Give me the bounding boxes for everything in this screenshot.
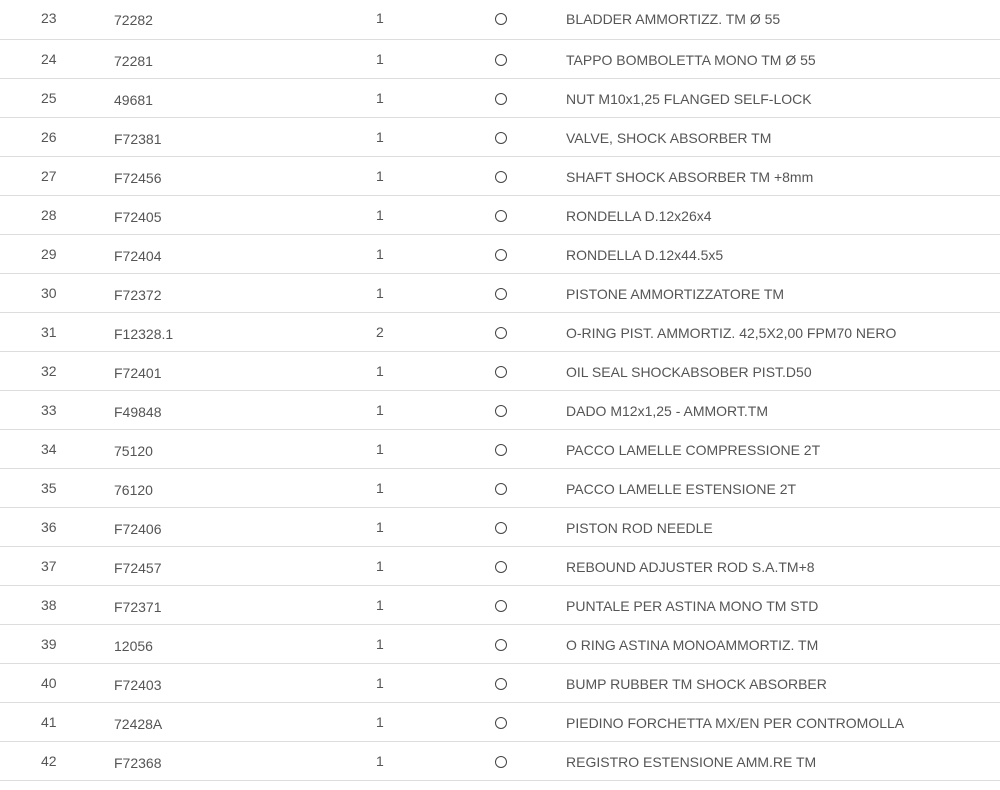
table-row: [0, 391, 1000, 430]
row-number: 36: [41, 519, 57, 535]
part-code: F72404: [114, 248, 162, 264]
part-description: OIL SEAL SHOCKABSOBER PIST.D50: [566, 364, 812, 380]
table-row: [0, 313, 1000, 352]
part-quantity: 1: [376, 753, 384, 769]
part-description: SHAFT SHOCK ABSORBER TM +8mm: [566, 169, 814, 185]
select-radio-icon[interactable]: [495, 444, 507, 456]
part-quantity: 1: [376, 558, 384, 574]
row-number: 27: [41, 168, 57, 184]
row-number: 25: [41, 90, 57, 106]
table-row: [0, 40, 1000, 79]
part-description: NUT M10x1,25 FLANGED SELF-LOCK: [566, 91, 812, 107]
row-number: 28: [41, 207, 57, 223]
select-radio-icon[interactable]: [495, 756, 507, 768]
select-radio-icon[interactable]: [495, 717, 507, 729]
table-row: [0, 703, 1000, 742]
part-description: BLADDER AMMORTIZZ. TM Ø 55: [566, 11, 781, 27]
row-number: 30: [41, 285, 57, 301]
table-row: [0, 196, 1000, 235]
part-description: PISTON ROD NEEDLE: [566, 520, 713, 536]
part-code: F72403: [114, 677, 162, 693]
row-number: 34: [41, 441, 57, 457]
row-number: 23: [41, 10, 57, 26]
select-radio-icon[interactable]: [495, 600, 507, 612]
part-description: RONDELLA D.12x26x4: [566, 208, 712, 224]
row-number: 35: [41, 480, 57, 496]
table-row: [0, 742, 1000, 781]
part-quantity: 1: [376, 363, 384, 379]
part-description: PISTONE AMMORTIZZATORE TM: [566, 286, 785, 302]
part-quantity: 1: [376, 246, 384, 262]
row-number: 31: [41, 324, 57, 340]
select-radio-icon[interactable]: [495, 288, 507, 300]
row-number: 38: [41, 597, 57, 613]
select-radio-icon[interactable]: [495, 327, 507, 339]
table-row: [0, 625, 1000, 664]
part-code: 49681: [114, 92, 153, 108]
select-radio-icon[interactable]: [495, 522, 507, 534]
part-code: 72428A: [114, 716, 163, 732]
table-row: [0, 0, 1000, 40]
part-quantity: 1: [376, 480, 384, 496]
row-number: 32: [41, 363, 57, 379]
part-code: 72282: [114, 12, 153, 28]
select-radio-icon[interactable]: [495, 249, 507, 261]
part-quantity: 1: [376, 519, 384, 535]
part-description: REGISTRO ESTENSIONE AMM.RE TM: [566, 754, 817, 770]
row-number: 26: [41, 129, 57, 145]
row-number: 41: [41, 714, 57, 730]
select-radio-icon[interactable]: [495, 210, 507, 222]
select-radio-icon[interactable]: [495, 561, 507, 573]
select-radio-icon[interactable]: [495, 366, 507, 378]
part-code: F72372: [114, 287, 162, 303]
part-code: 12056: [114, 638, 153, 654]
part-code: F72371: [114, 599, 162, 615]
part-quantity: 1: [376, 402, 384, 418]
table-row: [0, 469, 1000, 508]
select-radio-icon[interactable]: [495, 171, 507, 183]
part-description: PIEDINO FORCHETTA MX/EN PER CONTROMOLLA: [566, 715, 905, 731]
row-number: 39: [41, 636, 57, 652]
select-radio-icon[interactable]: [495, 678, 507, 690]
select-radio-icon[interactable]: [495, 13, 507, 25]
table-row: [0, 235, 1000, 274]
part-code: 72281: [114, 53, 153, 69]
part-description: DADO M12x1,25 - AMMORT.TM: [566, 403, 769, 419]
part-description: REBOUND ADJUSTER ROD S.A.TM+8: [566, 559, 815, 575]
row-number: 40: [41, 675, 57, 691]
row-number: 29: [41, 246, 57, 262]
part-code: F72401: [114, 365, 162, 381]
part-code: F72457: [114, 560, 162, 576]
part-description: PACCO LAMELLE ESTENSIONE 2T: [566, 481, 797, 497]
part-quantity: 1: [376, 285, 384, 301]
table-row: [0, 586, 1000, 625]
part-quantity: 1: [376, 90, 384, 106]
table-row: [0, 79, 1000, 118]
table-row: [0, 508, 1000, 547]
select-radio-icon[interactable]: [495, 405, 507, 417]
select-radio-icon[interactable]: [495, 483, 507, 495]
part-description: O-RING PIST. AMMORTIZ. 42,5X2,00 FPM70 NERO: [566, 325, 897, 341]
table-row: [0, 664, 1000, 703]
table-row: [0, 157, 1000, 196]
table-row: [0, 274, 1000, 313]
part-quantity: 2: [376, 324, 384, 340]
part-description: TAPPO BOMBOLETTA MONO TM Ø 55: [566, 52, 816, 68]
part-quantity: 1: [376, 129, 384, 145]
part-code: F12328.1: [114, 326, 174, 342]
part-code: F49848: [114, 404, 162, 420]
select-radio-icon[interactable]: [495, 54, 507, 66]
select-radio-icon[interactable]: [495, 132, 507, 144]
part-code: 76120: [114, 482, 153, 498]
row-number: 33: [41, 402, 57, 418]
part-quantity: 1: [376, 714, 384, 730]
part-code: F72405: [114, 209, 162, 225]
part-code: F72368: [114, 755, 162, 771]
part-description: BUMP RUBBER TM SHOCK ABSORBER: [566, 676, 827, 692]
part-quantity: 1: [376, 675, 384, 691]
part-code: F72456: [114, 170, 162, 186]
select-radio-icon[interactable]: [495, 639, 507, 651]
part-code: F72381: [114, 131, 162, 147]
part-quantity: 1: [376, 51, 384, 67]
row-number: 24: [41, 51, 57, 67]
part-quantity: 1: [376, 168, 384, 184]
part-code: F72406: [114, 521, 162, 537]
table-row: [0, 547, 1000, 586]
table-row: [0, 352, 1000, 391]
row-number: 42: [41, 753, 57, 769]
part-quantity: 1: [376, 207, 384, 223]
part-quantity: 1: [376, 441, 384, 457]
part-quantity: 1: [376, 10, 384, 26]
part-quantity: 1: [376, 597, 384, 613]
part-description: PACCO LAMELLE COMPRESSIONE 2T: [566, 442, 821, 458]
part-description: RONDELLA D.12x44.5x5: [566, 247, 724, 263]
part-description: O RING ASTINA MONOAMMORTIZ. TM: [566, 637, 819, 653]
select-radio-icon[interactable]: [495, 93, 507, 105]
part-quantity: 1: [376, 636, 384, 652]
part-code: 75120: [114, 443, 153, 459]
part-description: VALVE, SHOCK ABSORBER TM: [566, 130, 772, 146]
table-row: [0, 430, 1000, 469]
table-row: [0, 118, 1000, 157]
part-description: PUNTALE PER ASTINA MONO TM STD: [566, 598, 819, 614]
row-number: 37: [41, 558, 57, 574]
